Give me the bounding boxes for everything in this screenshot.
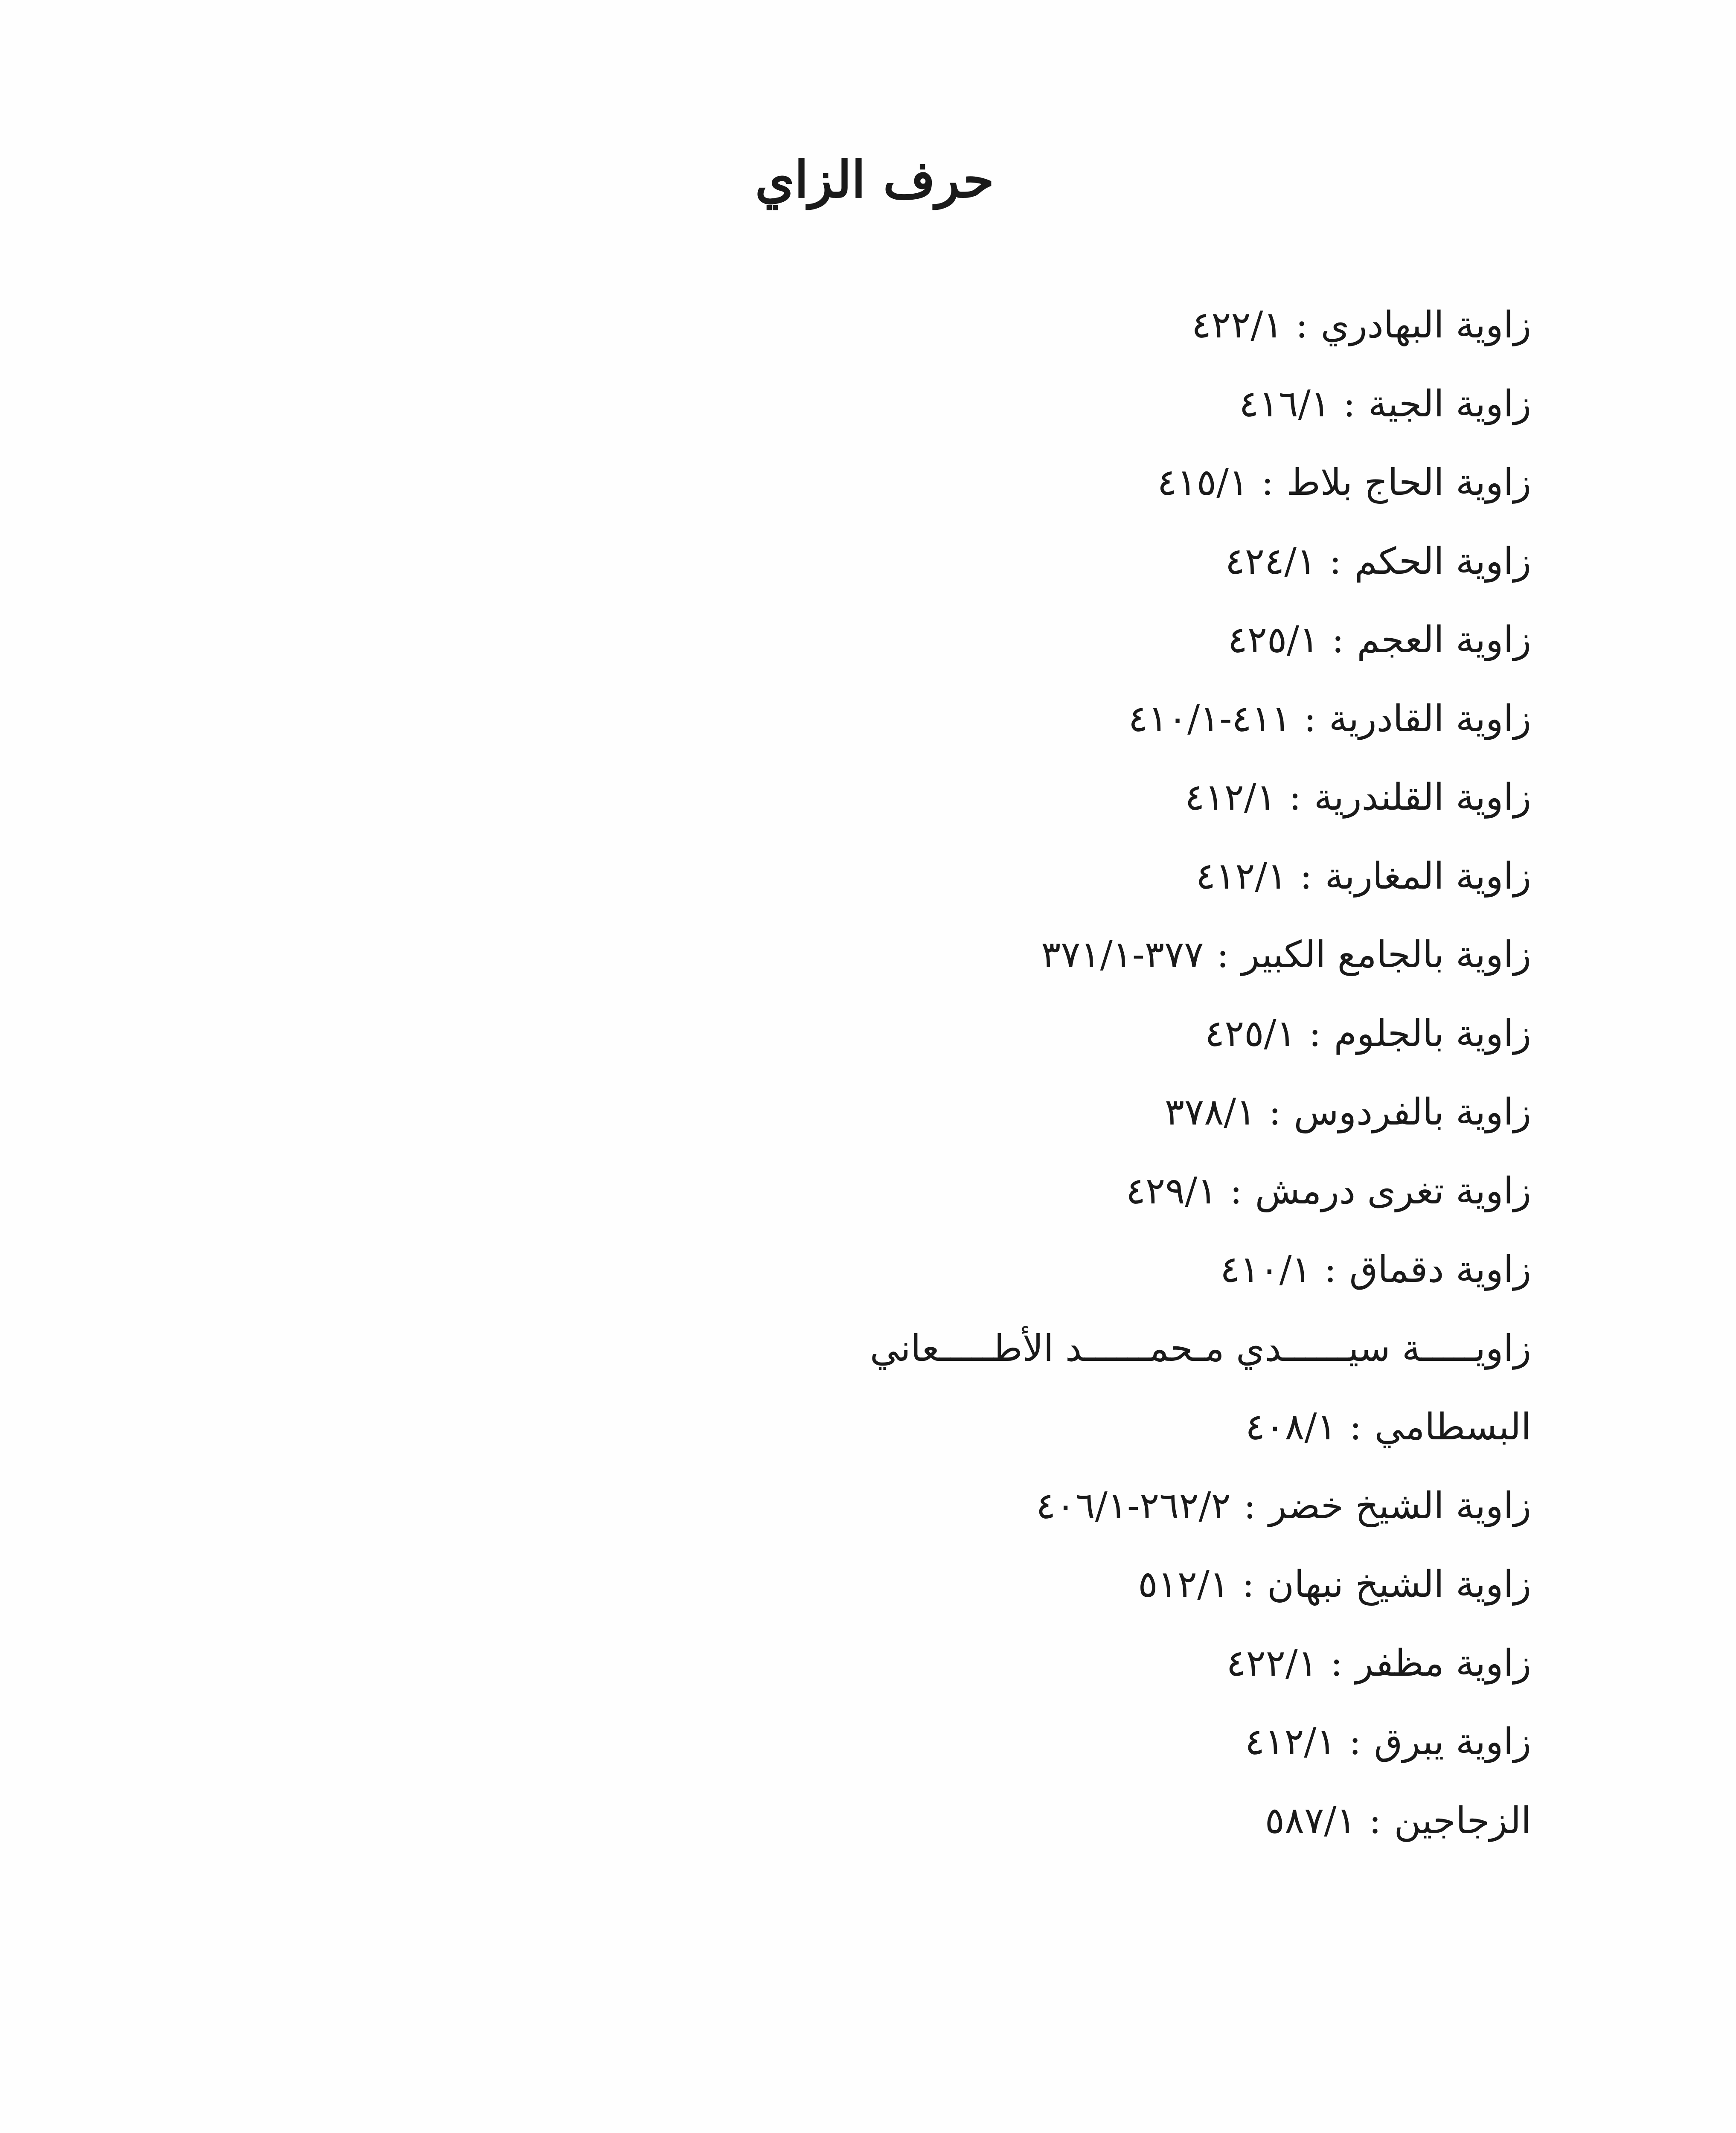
entry-reference: ٣٧٨/١ — [1164, 1091, 1256, 1133]
entry-name: زاوية المغاربة — [1325, 854, 1531, 898]
index-list — [721, 286, 1531, 1860]
entry-name: زاوية يبرق — [1374, 1720, 1531, 1763]
entry-separator: : — [1309, 1012, 1321, 1055]
entry-name: زاوية القلندرية — [1314, 776, 1531, 819]
index-entry — [721, 915, 1531, 994]
entry-separator: : — [1230, 1169, 1242, 1212]
index-entry-continuation — [721, 1388, 1531, 1467]
index-entry — [721, 365, 1531, 444]
entry-name: زاويـــــة سيــــــدي مـحمــــــد الأطـــــعاني — [869, 1327, 1531, 1370]
entry-separator: : — [1329, 540, 1342, 583]
entry-name: زاوية مظفر — [1355, 1642, 1531, 1685]
entry-separator: : — [1216, 933, 1229, 976]
index-entry — [721, 758, 1531, 837]
entry-separator: : — [1324, 1248, 1337, 1291]
entry-reference: ٤٢٩/١ — [1125, 1169, 1217, 1212]
entry-reference: ٤٢٢/١ — [1226, 1642, 1318, 1685]
index-entry — [721, 1624, 1531, 1703]
entry-reference: ٥٨٧/١ — [1265, 1799, 1356, 1842]
index-entry — [721, 1467, 1531, 1546]
index-entry — [721, 522, 1531, 601]
entry-reference: ٤٠٨/١ — [1245, 1406, 1337, 1448]
entry-reference: ٤٢٤/١ — [1225, 540, 1317, 583]
index-entry — [721, 837, 1531, 916]
index-entry — [721, 1545, 1531, 1624]
entry-name: زاوية الشيخ نبهان — [1267, 1563, 1531, 1606]
entry-name: زاوية بالفردوس — [1294, 1091, 1531, 1133]
entry-name: زاوية القادرية — [1329, 697, 1531, 740]
entry-separator: : — [1349, 1406, 1362, 1448]
entry-separator: : — [1243, 1484, 1256, 1527]
entry-separator: : — [1295, 304, 1308, 346]
entry-separator: : — [1268, 1091, 1281, 1133]
entry-reference: ٤٢٥/١ — [1227, 619, 1319, 661]
entry-separator: : — [1330, 1642, 1343, 1685]
entry-reference: ٤١٥/١ — [1157, 461, 1249, 504]
index-entry-wrapped — [721, 1309, 1531, 1388]
entry-name: زاوية الشيخ خضر — [1268, 1484, 1531, 1527]
index-entry — [721, 994, 1531, 1073]
entry-name: زاوية بالجلوم — [1334, 1012, 1531, 1055]
index-entry — [721, 1073, 1531, 1152]
entry-name: البسطامي — [1374, 1406, 1531, 1448]
entry-name: زاوية العجم — [1357, 619, 1531, 661]
entry-reference: ٤٢٥/١ — [1204, 1012, 1296, 1055]
entry-name: زاوية الحكم — [1354, 540, 1531, 583]
entry-reference: ٤١١-٤١٠/١ — [1128, 697, 1291, 740]
entry-separator: : — [1332, 619, 1344, 661]
entry-name: زاوية دقماق — [1349, 1248, 1531, 1291]
index-entry — [721, 601, 1531, 680]
entry-separator: : — [1300, 854, 1312, 898]
entry-name: زاوية الجية — [1368, 382, 1531, 425]
index-entry — [721, 443, 1531, 522]
entry-name: زاوية البهادري — [1320, 304, 1531, 346]
entry-separator: : — [1304, 697, 1316, 740]
entry-reference: ٣٧٧-٣٧١/١ — [1041, 933, 1204, 976]
entry-name: زاوية تغرى درمش — [1255, 1169, 1531, 1212]
index-entry — [721, 1152, 1531, 1231]
entry-name: زاوية بالجامع الكبير — [1242, 933, 1531, 976]
entry-separator: : — [1242, 1563, 1255, 1606]
entry-name: الزجاجين — [1394, 1799, 1531, 1842]
index-entry — [721, 1230, 1531, 1309]
section-heading: حرف الزاي — [755, 150, 994, 209]
entry-separator: : — [1343, 382, 1355, 425]
entry-reference: ٢٦٢/٢-٤٠٦/١ — [1036, 1484, 1231, 1527]
entry-reference: ٤١٦/١ — [1239, 382, 1330, 425]
entry-reference: ٤١٢/١ — [1195, 854, 1287, 898]
entry-reference: ٤١٠/١ — [1220, 1248, 1311, 1291]
entry-name: زاوية الحاج بلاط — [1286, 461, 1531, 504]
index-entry — [721, 286, 1531, 365]
entry-reference: ٤١٢/١ — [1245, 1720, 1336, 1763]
entry-reference: ٤١٢/١ — [1185, 776, 1276, 819]
entry-reference: ٥١٢/١ — [1138, 1563, 1230, 1606]
entry-separator: : — [1349, 1720, 1361, 1763]
entry-separator: : — [1261, 461, 1274, 504]
entry-separator: : — [1288, 776, 1301, 819]
index-entry — [721, 1703, 1531, 1781]
index-entry — [721, 680, 1531, 758]
entry-reference: ٤٢٢/١ — [1191, 304, 1283, 346]
entry-separator: : — [1369, 1799, 1381, 1842]
index-entry — [721, 1781, 1531, 1860]
